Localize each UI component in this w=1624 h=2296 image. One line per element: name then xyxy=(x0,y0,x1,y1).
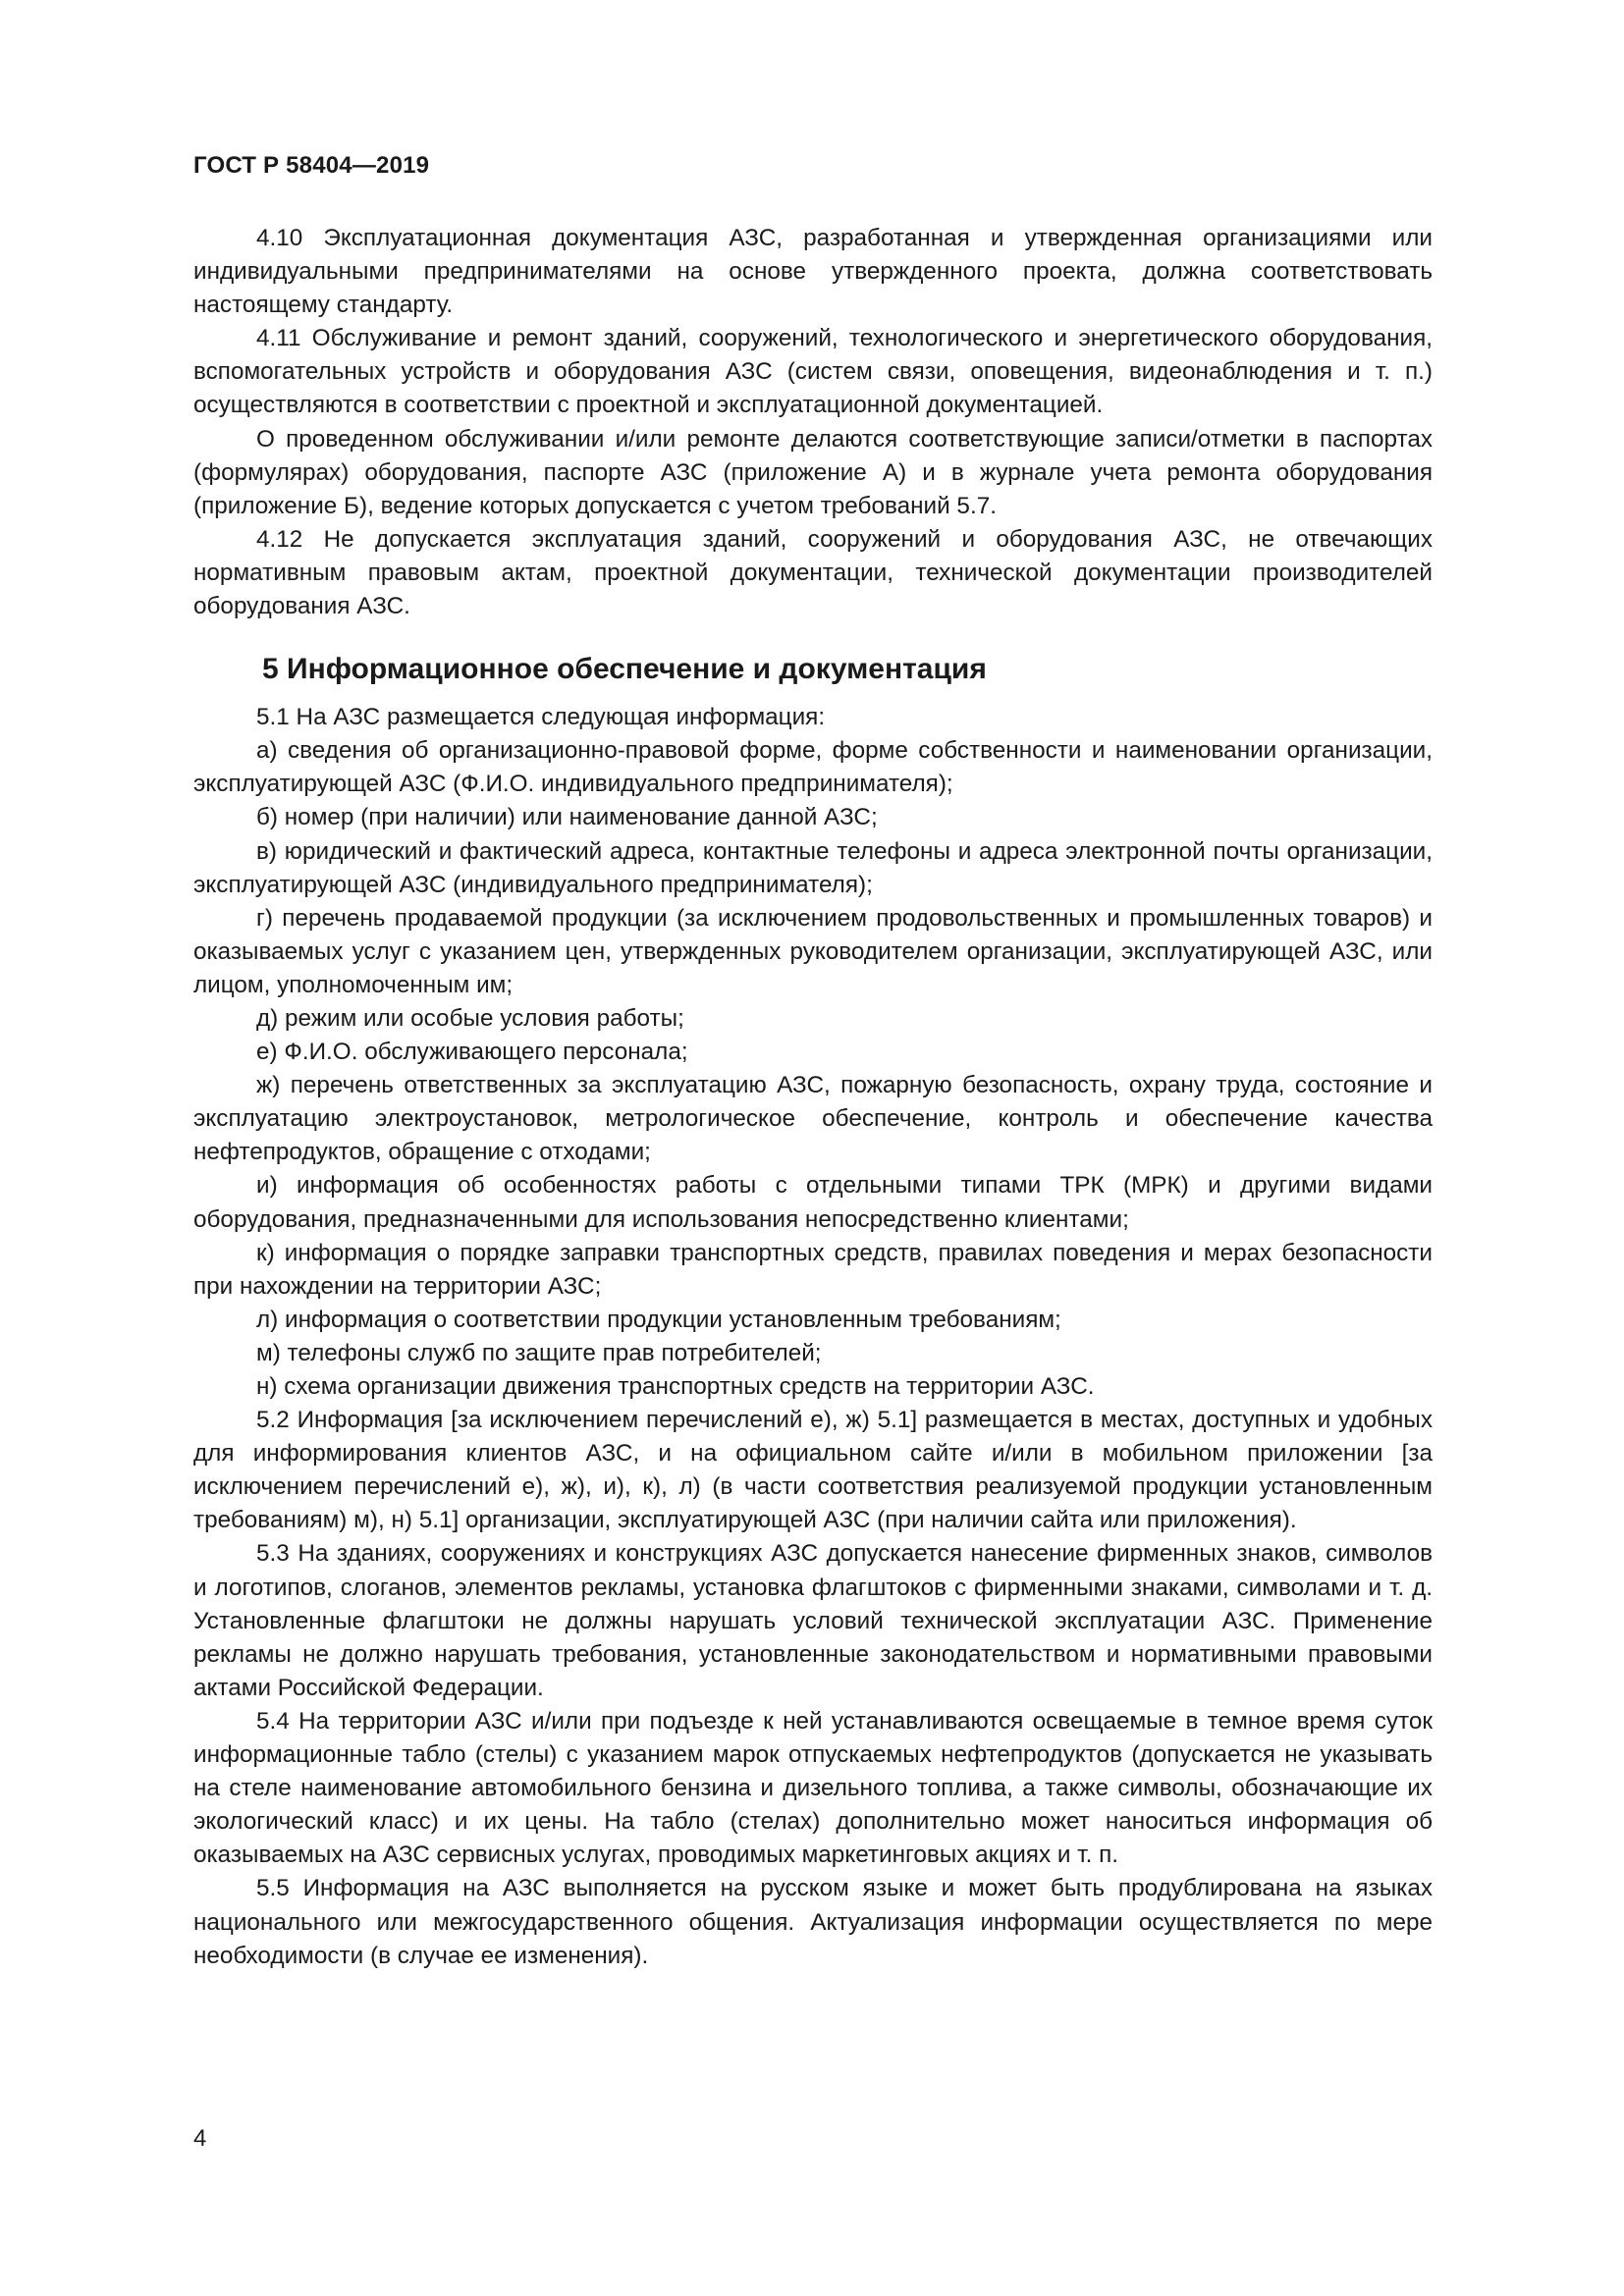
list-item-l: л) информация о соответствии продукции установленным требованиям; xyxy=(256,1306,1061,1333)
list-item-d: д) режим или особые условия работы; xyxy=(256,1004,684,1032)
list-item-v: в) юридический и фактический адреса, контактные телефоны и адреса электронной почты организации, эксплуатирующей АЗС (индивидуального предпринимателя); xyxy=(193,837,1433,898)
paragraph-5-3: 5.3 На зданиях, сооружениях и конструкциях АЗС допускается нанесение фирменных знаков, символов и логотипов, слоганов, элементов рекламы, установка флагштоков с фирменными знаками, символами и т. д. Установленные флагштоки не должны нарушать условий технической эксплуатации АЗС. Применение рекламы не должно нарушать требования, установленные законодательством и нормативными правовыми актами Российской Федерации. xyxy=(193,1540,1433,1701)
paragraph-5-1: 5.1 На АЗС размещается следующая информация: xyxy=(256,704,826,731)
paragraph-5-5: 5.5 Информация на АЗС выполняется на русском языке и может быть продублирована на языках национального или межгосударственного общения. Актуализация информации осуществляется по мере необходимости (в случае ее изменения). xyxy=(193,1875,1433,1969)
list-item-a: а) сведения об организационно-правовой форме, форме собственности и наименовании организации, эксплуатирующей АЗС (Ф.И.О. индивидуального предпринимателя); xyxy=(193,737,1433,798)
list-item-m: м) телефоны служб по защите прав потребителей; xyxy=(256,1339,822,1366)
list-item-b: б) номер (при наличии) или наименование данной АЗС; xyxy=(256,804,878,831)
list-item-n: н) схема организации движения транспортных средств на территории АЗС. xyxy=(256,1373,1095,1400)
paragraph-4-11: 4.11 Обслуживание и ремонт зданий, сооружений, технологического и энергетического оборудования, вспомогательных устройств и оборудования АЗС (систем связи, оповещения, видеонаблюдения и т. п.) осуществляются в соответствии с проектной и эксплуатационной документацией. xyxy=(193,325,1433,419)
list-item-e: е) Ф.И.О. обслуживающего персонала; xyxy=(256,1039,688,1066)
list-item-g: г) перечень продаваемой продукции (за исключением продовольственных и промышленных товаров) и оказываемых услуг с указанием цен, утвержденных руководителем организации, эксплуатирующей АЗС, или лицом, уполномоченным им; xyxy=(193,904,1433,998)
list-item-zh: ж) перечень ответственных за эксплуатацию АЗС, пожарную безопасность, охрану труда, состояние и эксплуатацию электроустановок, метрологическое обеспечение, контроль и обеспечение качества нефтепродуктов, обращение с отходами; xyxy=(193,1072,1433,1166)
document-id-header: ГОСТ Р 58404—2019 xyxy=(193,152,430,179)
paragraph-5-4: 5.4 На территории АЗС и/или при подъезде к ней устанавливаются освещаемые в темное время суток информационные табло (стелы) с указанием марок отпускаемых нефтепродуктов (допускается не указывать на стеле наименование автомобильного бензина и дизельного топлива, а также символы, обозначающие их экологический класс) и их цены. На табло (стелах) дополнительно может наноситься информация об оказываемых на АЗС сервисных услугах, проводимых маркетинговых акциях и т. п. xyxy=(193,1707,1433,1869)
list-item-k: к) информация о порядке заправки транспортных средств, правилах поведения и мерах безопасности при нахождении на территории АЗС; xyxy=(193,1239,1433,1300)
page-number: 4 xyxy=(193,2125,207,2152)
list-item-i: и) информация об особенностях работы с отдельными типами ТРК (МРК) и другими видами оборудования, предназначенными для использования непосредственно клиентами; xyxy=(193,1172,1433,1233)
paragraph-4-12: 4.12 Не допускается эксплуатация зданий, сооружений и оборудования АЗС, не отвечающих нормативным правовым актам, проектной документации, технической документации производителей оборудования АЗС. xyxy=(193,525,1433,620)
page-content xyxy=(193,222,1433,1973)
paragraph-5-2: 5.2 Информация [за исключением перечислений е), ж) 5.1] размещается в местах, доступных и удобных для информирования клиентов АЗС, и на официальном сайте и/или в мобильном приложении [за исключением перечислений е), ж), и), к), л) (в части соответствия реализуемой продукции установленным требованиям) м), н) 5.1] организации, эксплуатирующей АЗС (при наличии сайта или приложения). xyxy=(193,1407,1433,1534)
paragraph-4-11-continued: О проведенном обслуживании и/или ремонте делаются соответствующие записи/отметки в паспортах (формулярах) оборудования, паспорте АЗС (приложение А) и в журнале учета ремонта оборудования (приложение Б), ведение которых допускается с учетом требований 5.7. xyxy=(193,425,1433,519)
section-5-heading: 5 Информационное обеспечение и документация xyxy=(262,653,987,686)
paragraph-4-10: 4.10 Эксплуатационная документация АЗС, разработанная и утвержденная организациями или индивидуальными предпринимателями на основе утвержденного проекта, должна соответствовать настоящему стандарту. xyxy=(193,225,1433,319)
